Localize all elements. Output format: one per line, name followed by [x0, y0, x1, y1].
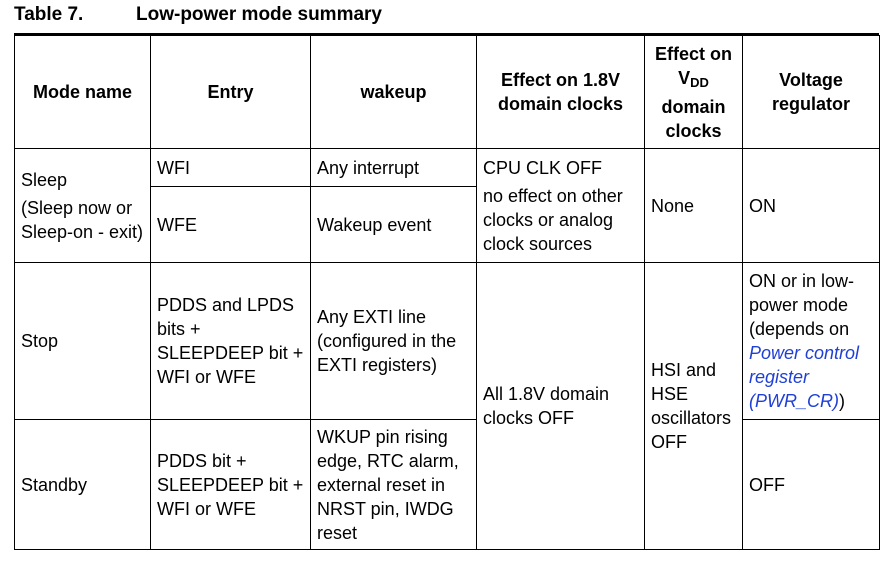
cell-standby-wakeup: WKUP pin rising edge, RTC alarm, external reset in NRST pin, IWDG reset — [311, 420, 477, 550]
table-row-stop — [15, 263, 880, 420]
table-caption — [14, 4, 382, 26]
sleep-mode-note: (Sleep now or Sleep-on - exit) — [21, 197, 144, 242]
table-number: Table 7. — [14, 4, 84, 25]
table-row-sleep-wfi — [15, 149, 880, 187]
cell-sleep-regulator: ON — [743, 149, 880, 263]
header-wakeup: wakeup — [311, 36, 477, 149]
table-row-standby — [15, 420, 880, 550]
header-effect-vdd — [645, 36, 743, 149]
low-power-mode-table — [14, 35, 880, 550]
header-effect-18v: Effect on 1.8V domain clocks — [477, 36, 645, 149]
cell-sleep-wakeup-wfe: Wakeup event — [311, 187, 477, 263]
sleep-clocks-line2: no effect on other clocks or analog clock sources — [483, 185, 623, 254]
cell-sleep-mode — [15, 149, 151, 263]
cell-sleep-wakeup-wfi: Any interrupt — [311, 149, 477, 187]
header-row — [15, 36, 880, 149]
header-mode-name: Mode name — [15, 36, 151, 149]
cell-standby-entry: PDDS bit + SLEEPDEEP bit + WFI or WFE — [151, 420, 311, 550]
cell-stop-mode: Stop — [15, 263, 151, 420]
header-effect-vdd-prefix: Effect on V — [654, 43, 732, 88]
sleep-clocks-line1: CPU CLK OFF — [483, 157, 603, 178]
sleep-mode-name: Sleep — [21, 169, 68, 190]
cell-sleep-clocks — [477, 149, 645, 263]
cell-stop-entry: PDDS and LPDS bits + SLEEPDEEP bit + WFI or WFE — [151, 263, 311, 420]
table-title: Low-power mode summary — [136, 4, 382, 25]
header-effect-vdd-suffix: domain clocks — [661, 96, 726, 141]
stop-regulator-suffix: ) — [839, 391, 845, 411]
header-effect-vdd-sub: DD — [690, 74, 709, 90]
cell-shared-clocks: All 1.8V domain clocks OFF — [477, 263, 645, 550]
cell-sleep-entry-wfe: WFE — [151, 187, 311, 263]
cell-shared-vdd: HSI and HSE oscillators OFF — [645, 263, 743, 550]
cell-sleep-vdd: None — [645, 149, 743, 263]
cell-stop-wakeup: Any EXTI line (configured in the EXTI registers) — [311, 263, 477, 420]
cell-sleep-entry-wfi: WFI — [151, 149, 311, 187]
header-entry: Entry — [151, 36, 311, 149]
power-control-register-link[interactable]: Power control register (PWR_CR) — [749, 343, 860, 411]
stop-regulator-prefix: ON or in low-power mode (depends on — [749, 271, 855, 339]
cell-standby-regulator: OFF — [743, 420, 880, 550]
header-voltage-regulator: Voltage regulator — [743, 36, 880, 149]
cell-standby-mode: Standby — [15, 420, 151, 550]
cell-stop-regulator — [743, 263, 880, 420]
